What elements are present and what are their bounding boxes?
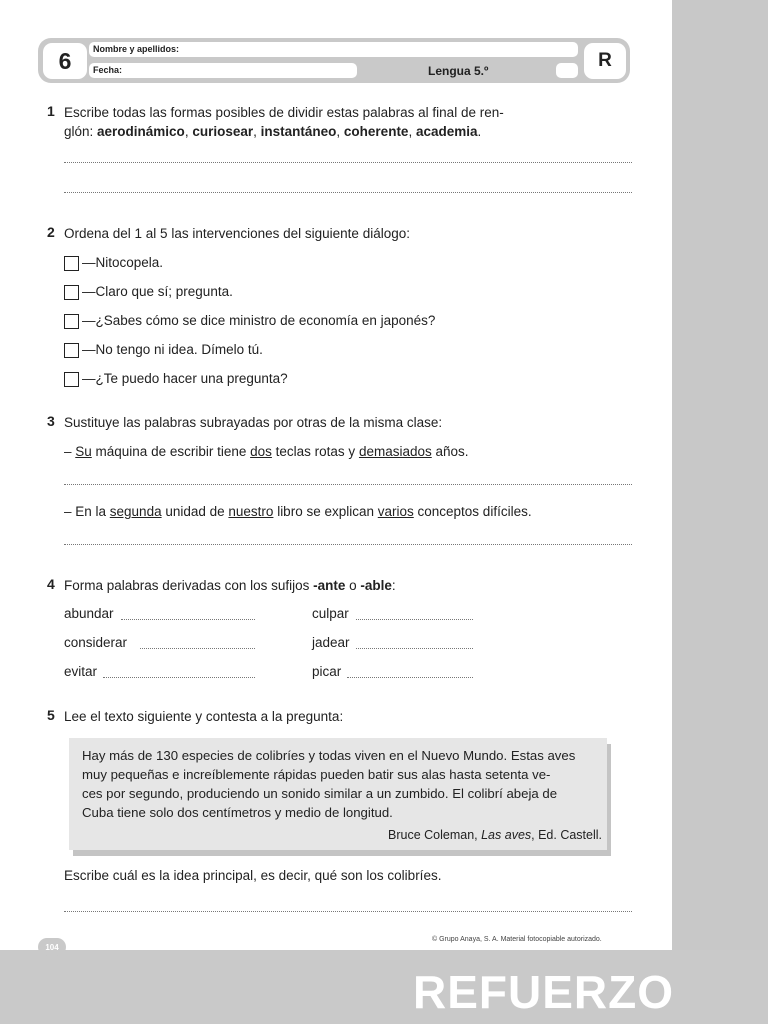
- exercise-3-number: 3: [47, 413, 55, 429]
- prompt-fragment: Forma palabras derivadas con los sufijos: [64, 578, 314, 593]
- word-item: coherente: [343, 124, 409, 139]
- source-author: Bruce Coleman,: [388, 828, 482, 842]
- exercise-5-question: Escribe cuál es la idea principal, es decir, qué son los colibríes.: [64, 868, 442, 883]
- level-badge: R: [584, 43, 626, 79]
- exercise-5-number: 5: [47, 707, 55, 723]
- underlined-word: nuestro: [228, 504, 274, 519]
- answer-line[interactable]: [64, 192, 632, 193]
- underlined-word: Su: [75, 444, 92, 459]
- unit-number: 6: [43, 43, 87, 79]
- order-checkbox[interactable]: [64, 372, 79, 387]
- word-item: instantáneo: [260, 124, 337, 139]
- suffix: -able: [360, 578, 392, 593]
- base-word: jadear: [312, 635, 350, 650]
- sentence-fragment: –: [64, 444, 76, 459]
- separator: ,: [184, 124, 193, 139]
- answer-blank[interactable]: [356, 636, 473, 649]
- copyright-notice: © Grupo Anaya, S. A. Material fotocopiable autorizado.: [432, 936, 602, 943]
- dialogue-line: —¿Sabes cómo se dice ministro de economía en japonés?: [82, 313, 436, 328]
- sentence-fragment: años.: [431, 444, 469, 459]
- exercise-4-prompt: [64, 576, 396, 595]
- separator: ,: [336, 124, 344, 139]
- base-word: culpar: [312, 606, 349, 621]
- exercise-5-prompt: Lee el texto siguiente y contesta a la pregunta:: [64, 709, 344, 724]
- subject-label: Lengua 5.º: [428, 64, 489, 78]
- text-source: [388, 826, 602, 845]
- exercise-1-words: [64, 122, 481, 141]
- exercise-3-prompt: Sustituye las palabras subrayadas por otras de la misma clase:: [64, 415, 443, 430]
- reading-text-line: muy pequeñas e increíblemente rápidas pueden batir sus alas hasta setenta ve-: [82, 767, 551, 782]
- answer-line[interactable]: [64, 911, 632, 912]
- underlined-word: dos: [250, 444, 272, 459]
- sentence-2: [64, 502, 532, 521]
- underlined-word: segunda: [109, 504, 162, 519]
- prompt-fragment: .: [477, 124, 482, 139]
- base-word: evitar: [64, 664, 98, 679]
- base-word: considerar: [64, 635, 128, 650]
- name-field[interactable]: Nombre y apellidos:: [89, 42, 578, 57]
- exercise-1-number: 1: [47, 103, 55, 119]
- word-item: curiosear: [192, 124, 254, 139]
- answer-blank[interactable]: [140, 636, 255, 649]
- sentence-fragment: conceptos difíciles.: [413, 504, 532, 519]
- exercise-2-prompt: Ordena del 1 al 5 las intervenciones del siguiente diálogo:: [64, 226, 410, 241]
- answer-blank[interactable]: [121, 607, 255, 620]
- source-publisher: , Ed. Castell.: [531, 828, 603, 842]
- sentence-fragment: teclas rotas y: [271, 444, 359, 459]
- order-checkbox[interactable]: [64, 314, 79, 329]
- order-checkbox[interactable]: [64, 285, 79, 300]
- exercise-2-number: 2: [47, 224, 55, 240]
- separator: ,: [253, 124, 261, 139]
- sentence-1: [64, 442, 469, 461]
- base-word: abundar: [64, 606, 114, 621]
- source-title: Las aves: [481, 828, 532, 842]
- word-item: aerodinámico: [97, 124, 185, 139]
- underlined-word: demasiados: [358, 444, 432, 459]
- answer-blank[interactable]: [356, 607, 473, 620]
- prompt-fragment: glón:: [64, 124, 98, 139]
- sentence-fragment: unidad de: [161, 504, 229, 519]
- prompt-fragment: :: [391, 578, 396, 593]
- right-margin-band: [672, 0, 768, 1024]
- reading-text-line: Cuba tiene solo dos centímetros y medio de longitud.: [82, 805, 393, 820]
- order-checkbox[interactable]: [64, 343, 79, 358]
- exercise-1-prompt: Escribe todas las formas posibles de dividir estas palabras al final de ren-: [64, 105, 504, 120]
- answer-blank[interactable]: [103, 665, 255, 678]
- sentence-fragment: libro se explican: [273, 504, 378, 519]
- dialogue-line: —Nitocopela.: [82, 255, 164, 270]
- date-field[interactable]: Fecha:: [89, 63, 357, 78]
- answer-line[interactable]: [64, 162, 632, 163]
- word-item: academia: [415, 124, 478, 139]
- reading-text-line: ces por segundo, produciendo un sonido similar a un zumbido. El colibrí abeja de: [82, 786, 558, 801]
- reading-text-line: Hay más de 130 especies de colibríes y todas viven en el Nuevo Mundo. Estas aves: [82, 748, 576, 763]
- sentence-fragment: – En la: [64, 504, 110, 519]
- answer-line[interactable]: [64, 484, 632, 485]
- underlined-word: varios: [377, 504, 414, 519]
- prompt-fragment: o: [345, 578, 361, 593]
- answer-blank[interactable]: [347, 665, 473, 678]
- dialogue-line: —Claro que sí; pregunta.: [82, 284, 233, 299]
- sentence-fragment: máquina de escribir tiene: [91, 444, 251, 459]
- dialogue-line: —¿Te puedo hacer una pregunta?: [82, 371, 288, 386]
- header-blank-field: [556, 63, 578, 78]
- page-number: 104: [38, 938, 66, 956]
- exercise-4-number: 4: [47, 576, 55, 592]
- section-banner: REFUERZO: [413, 966, 674, 1018]
- suffix: -ante: [313, 578, 346, 593]
- separator: ,: [408, 124, 416, 139]
- base-word: picar: [312, 664, 342, 679]
- dialogue-line: —No tengo ni idea. Dímelo tú.: [82, 342, 263, 357]
- order-checkbox[interactable]: [64, 256, 79, 271]
- answer-line[interactable]: [64, 544, 632, 545]
